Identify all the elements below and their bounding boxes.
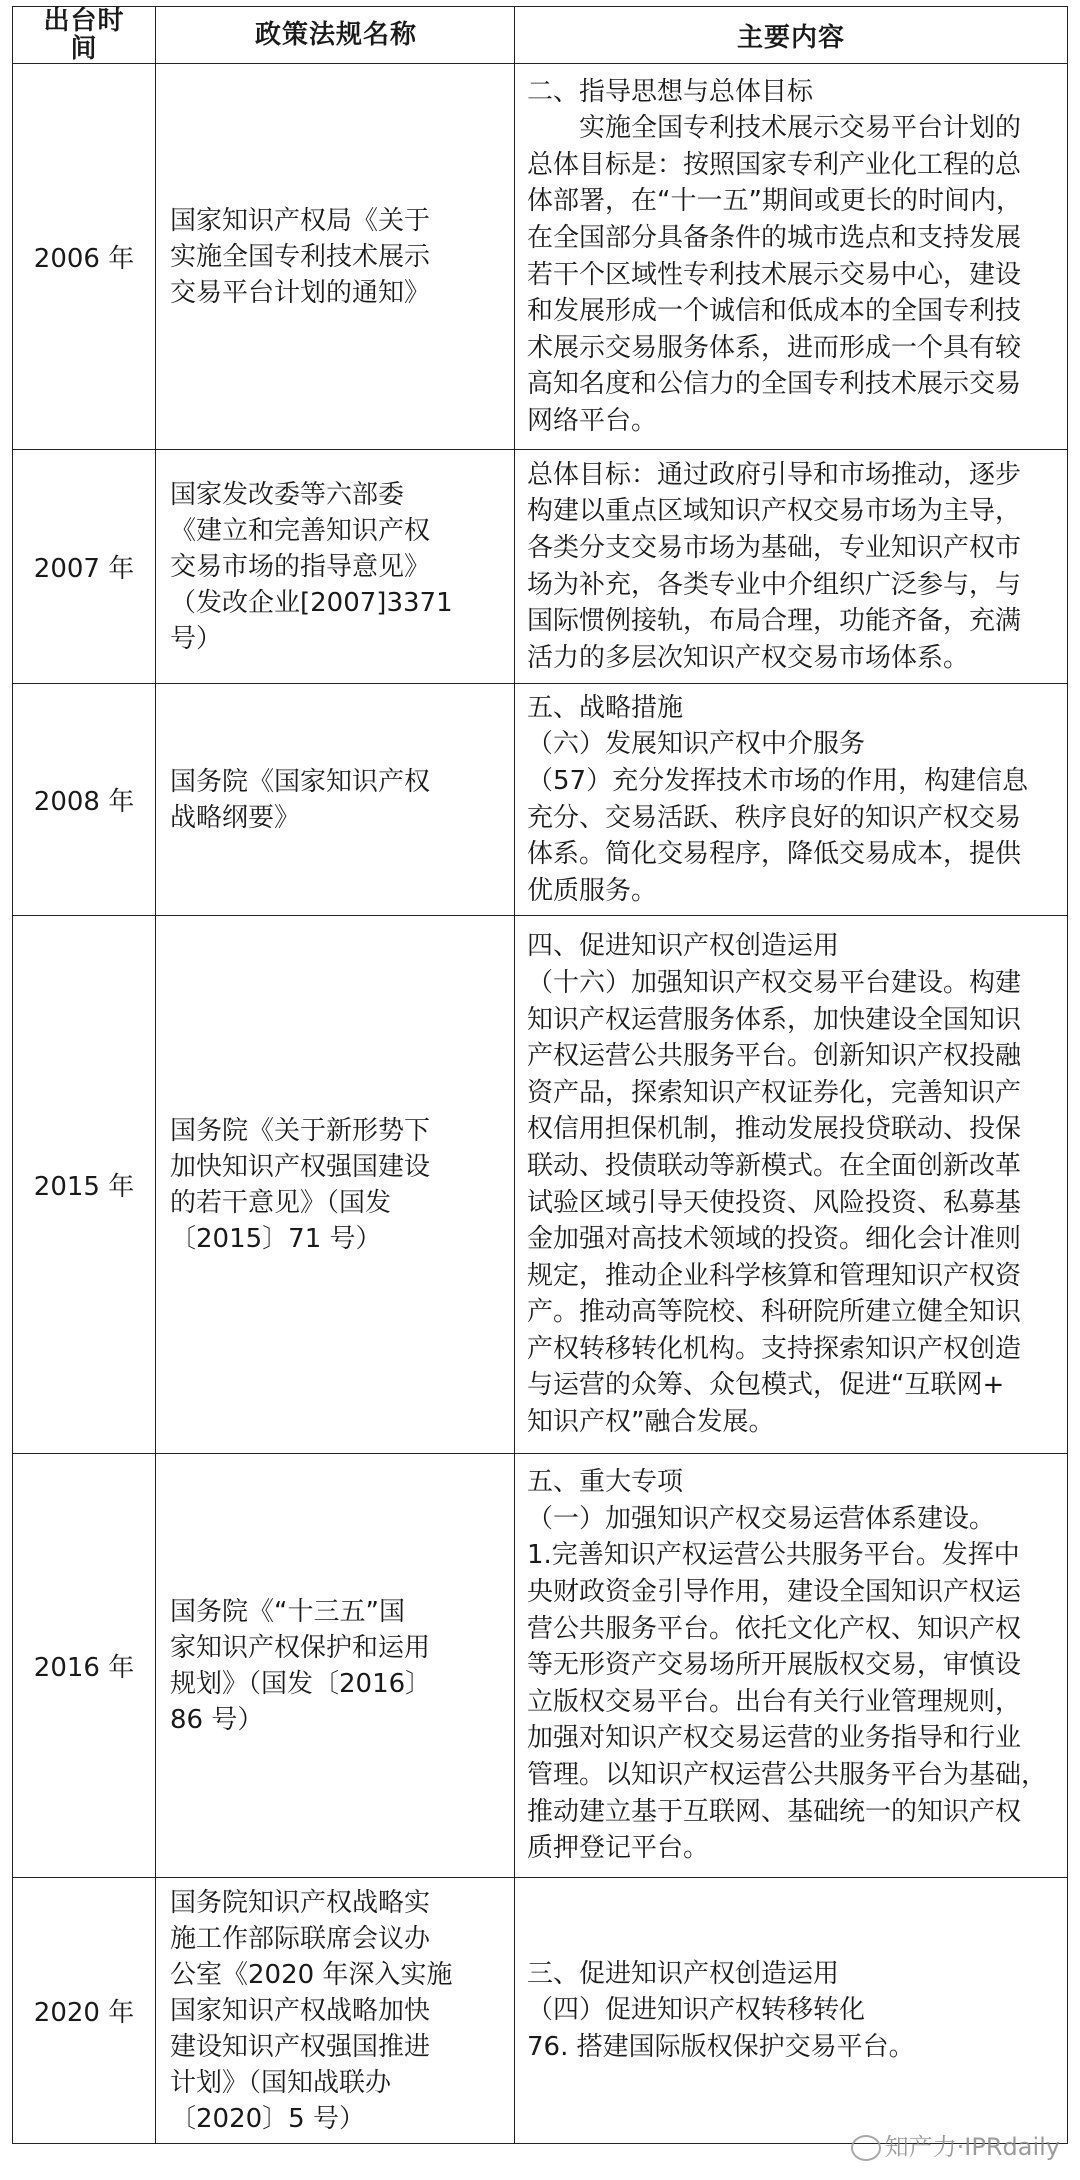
year-cell: 2006 年 <box>13 64 156 450</box>
content-cell <box>515 1454 1068 1878</box>
content-line: 活力的多层次知识产权交易市场体系。 <box>527 642 970 673</box>
content-line: 等无形资产交易场所开展版权交易，审慎设 <box>527 1650 1022 1681</box>
content-line: 知识产权”融合发展。 <box>527 1407 775 1438</box>
content-line: 高知名度和公信力的全国专利技术展示交易 <box>527 369 1022 400</box>
watermark <box>851 2127 1060 2162</box>
content-line: 实施全国专利技术展示交易平台计划的 <box>579 113 1022 144</box>
content-line: 联动、投债联动等新模式。在全面创新改革 <box>527 1150 1022 1181</box>
content-line: 知识产权运营服务体系，加快建设全国知识 <box>527 1004 1022 1035</box>
content-line: （四）促进知识产权转移转化 <box>527 1995 866 2026</box>
table-row <box>13 684 1068 916</box>
table-row <box>13 450 1068 684</box>
content-line: 试验区域引导天使投资、风险投资、私募基 <box>527 1187 1022 1218</box>
name-line: （发改企业[2007]3371 <box>170 587 453 618</box>
table-row <box>13 916 1068 1454</box>
content-line: 三、促进知识产权创造运用 <box>527 1958 840 1989</box>
content-line: 体部署，在“十一五”期间或更长的时间内， <box>527 186 1022 217</box>
name-line: 交易平台计划的通知》 <box>170 277 431 308</box>
name-line: 计划》（国知战联办 <box>170 2067 392 2098</box>
content-line: 五、重大专项 <box>527 1467 684 1498</box>
name-line: 建设知识产权强国推进 <box>170 2031 431 2062</box>
content-line: 术展示交易服务体系，进而形成一个具有较 <box>527 332 1022 363</box>
content-line: 产权转移转化机构。支持探索知识产权创造 <box>527 1333 1022 1364</box>
content-cell <box>515 684 1068 916</box>
name-cell <box>156 64 515 450</box>
name-line: 规划》（国发〔2016〕 <box>170 1668 432 1699</box>
name-line: 国家发改委等六部委 <box>170 479 405 510</box>
content-line: 总体目标：通过政府引导和市场推动，逐步 <box>527 459 1022 490</box>
content-line: 1.完善知识产权运营公共服务平台。发挥中 <box>527 1540 1020 1571</box>
name-line: 的若干意见》（国发 <box>170 1187 392 1218</box>
header-time-text: 出台时 间 <box>43 6 125 64</box>
content-line: （一）加强知识产权交易运营体系建设。 <box>527 1503 996 1534</box>
content-line: 质押登记平台。 <box>527 1833 710 1864</box>
content-line: 构建以重点区域知识产权交易市场为主导， <box>527 496 1022 527</box>
content-line: （六）发展知识产权中介服务 <box>527 729 866 760</box>
content-line: 产。推动高等院校、科研院所建立健全知识 <box>527 1297 1022 1328</box>
year-cell: 2007 年 <box>13 450 156 684</box>
content-line: 权信用担保机制，推动发展投贷联动、投保 <box>527 1114 1022 1145</box>
wechat-logo-icon <box>851 2135 881 2161</box>
content-line: 四、促进知识产权创造运用 <box>527 931 840 962</box>
content-line: （十六）加强知识产权交易平台建设。构建 <box>527 967 1022 998</box>
year-cell: 2016 年 <box>13 1454 156 1878</box>
name-cell <box>156 1454 515 1878</box>
content-line: 规定，推动企业科学核算和管理知识产权资 <box>527 1260 1022 1291</box>
name-line: 86 号） <box>170 1704 264 1735</box>
name-line: 〔2020〕5 号） <box>170 2103 365 2134</box>
watermark-text: 知产力·IPRdaily <box>884 2133 1060 2161</box>
content-line: 五、战略措施 <box>527 692 684 723</box>
content-line: 和发展形成一个诚信和低成本的全国专利技 <box>527 296 1022 327</box>
content-line: 与运营的众筹、众包模式，促进“互联网+ <box>527 1370 1005 1401</box>
name-line: 〔2015〕71 号） <box>170 1223 382 1254</box>
content-line: 加强对知识产权交易运营的业务指导和行业 <box>527 1723 1022 1754</box>
name-line: 加快知识产权强国建设 <box>170 1151 431 1182</box>
content-line: 场为补充，各类专业中介组织广泛参与，与 <box>527 569 1022 600</box>
content-line: （57）充分发挥技术市场的作用，构建信息 <box>527 765 1029 796</box>
content-line: 金加强对高技术领域的投资。细化会计准则 <box>527 1224 1022 1255</box>
name-cell <box>156 684 515 916</box>
content-line: 资产品，探索知识产权证券化，完善知识产 <box>527 1077 1022 1108</box>
table-row <box>13 64 1068 450</box>
table-row <box>13 1878 1068 2144</box>
content-line: 管理。以知识产权运营公共服务平台为基础， <box>527 1759 1048 1790</box>
name-cell <box>156 1878 515 2144</box>
header-content: 主要内容 <box>515 7 1068 64</box>
name-line: 国务院《“十三五”国 <box>170 1596 405 1627</box>
content-line: 总体目标是：按照国家专利产业化工程的总 <box>527 149 1022 180</box>
content-line: 在全国部分具备条件的城市选点和支持发展 <box>527 222 1022 253</box>
year-cell: 2015 年 <box>13 916 156 1454</box>
content-line: 充分、交易活跃、秩序良好的知识产权交易 <box>527 802 1022 833</box>
content-line: 优质服务。 <box>527 875 658 906</box>
name-line: 实施全国专利技术展示 <box>170 241 431 272</box>
content-cell <box>515 1878 1068 2144</box>
content-line: 央财政资金引导作用，建设全国知识产权运 <box>527 1577 1022 1608</box>
content-line: 推动建立基于互联网、基础统一的知识产权 <box>527 1796 1022 1827</box>
header-time <box>13 7 156 64</box>
content-line: 二、指导思想与总体目标 <box>527 76 814 107</box>
name-line: 国家知识产权战略加快 <box>170 1995 431 2026</box>
name-line: 国务院《国家知识产权 <box>170 766 431 797</box>
content-line: 产权运营公共服务平台。创新知识产权投融 <box>527 1041 1022 1072</box>
content-cell <box>515 450 1068 684</box>
content-line: 立版权交易平台。出台有关行业管理规则， <box>527 1686 1022 1717</box>
name-line: 号） <box>170 623 223 654</box>
name-line: 《建立和完善知识产权 <box>170 515 431 546</box>
name-line: 国务院知识产权战略实 <box>170 1887 431 1918</box>
content-line: 网络平台。 <box>527 405 658 436</box>
content-line: 76. 搭建国际版权保护交易平台。 <box>527 2031 915 2062</box>
content-line: 体系。简化交易程序，降低交易成本，提供 <box>527 839 1022 870</box>
name-line: 公室《2020 年深入实施 <box>170 1959 453 1990</box>
header-name: 政策法规名称 <box>156 7 515 64</box>
policy-table <box>12 6 1068 2144</box>
content-cell <box>515 64 1068 450</box>
name-line: 施工作部际联席会议办 <box>170 1923 431 1954</box>
name-line: 交易市场的指导意见》 <box>170 551 431 582</box>
name-line: 国务院《关于新形势下 <box>170 1115 431 1146</box>
content-line: 若干个区域性专利技术展示交易中心，建设 <box>527 259 1022 290</box>
name-line: 家知识产权保护和运用 <box>170 1632 431 1663</box>
name-cell <box>156 916 515 1454</box>
content-line: 各类分支交易市场为基础，专业知识产权市 <box>527 532 1022 563</box>
table-row <box>13 1454 1068 1878</box>
name-line: 战略纲要》 <box>170 802 301 833</box>
name-cell <box>156 450 515 684</box>
header-row <box>13 7 1068 64</box>
name-line: 国家知识产权局《关于 <box>170 205 431 236</box>
year-cell: 2020 年 <box>13 1878 156 2144</box>
content-line: 营公共服务平台。依托文化产权、知识产权 <box>527 1613 1022 1644</box>
content-line: 国际惯例接轨，布局合理，功能齐备，充满 <box>527 606 1022 637</box>
year-cell: 2008 年 <box>13 684 156 916</box>
content-cell <box>515 916 1068 1454</box>
